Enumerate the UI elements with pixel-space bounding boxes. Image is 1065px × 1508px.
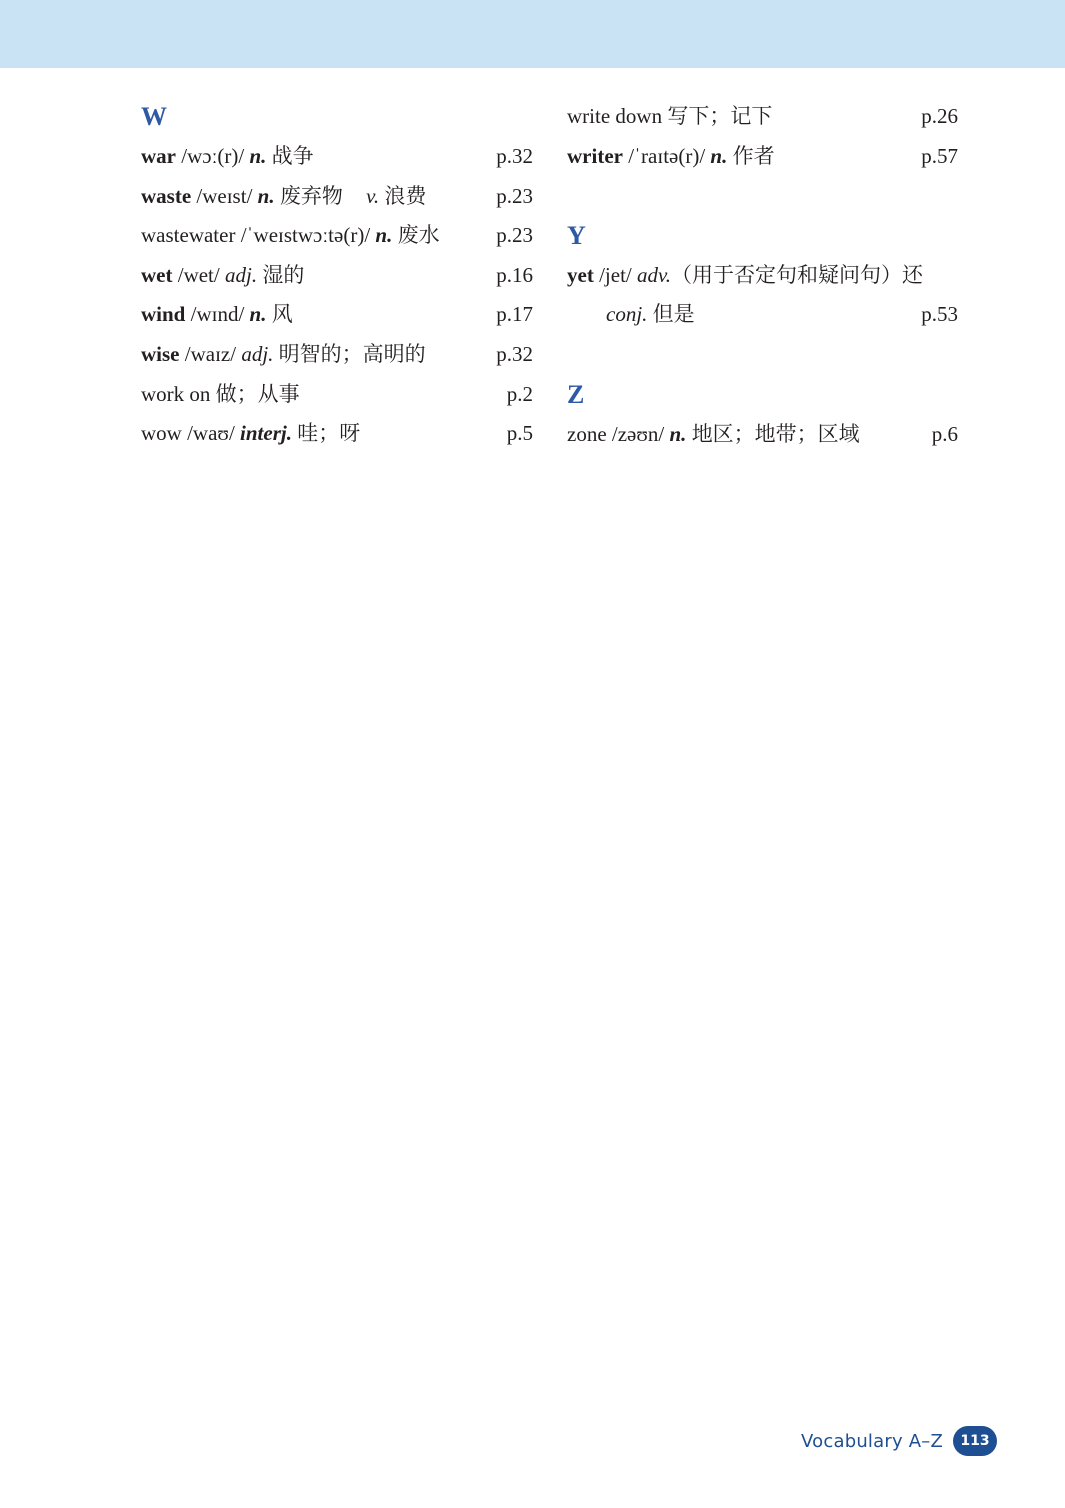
part-of-speech: n. [249, 144, 267, 168]
definition: 战争 [271, 144, 314, 168]
letter-heading-z: Z [567, 379, 585, 409]
definition: 湿的 [262, 262, 305, 287]
definition: 风 [271, 302, 293, 327]
phonetic: /zəʊn/ [611, 421, 665, 446]
part-of-speech: adj. [224, 262, 258, 287]
section-gap [567, 176, 958, 216]
phonetic: /ˈweɪstwɔːtə(r)/ [240, 223, 371, 248]
phonetic: /ˈraɪtə(r)/ [628, 143, 706, 168]
headword: write down [567, 104, 663, 128]
phonetic: /weɪst/ [196, 183, 253, 208]
definition: 但是 [652, 302, 695, 327]
headword: wow [141, 421, 182, 446]
page-ref: p.53 [921, 302, 958, 327]
headword: war [141, 144, 176, 168]
page-footer [801, 1426, 997, 1456]
vocab-entry-war [141, 137, 533, 177]
page-ref: p.2 [506, 381, 533, 406]
vocab-entry-wind [141, 295, 533, 335]
vocab-entry-yet [567, 256, 958, 296]
vocab-column-right [567, 97, 958, 454]
page-ref: p.17 [496, 302, 533, 327]
vocab-entry-zone [567, 415, 958, 455]
section-gap [567, 335, 958, 375]
phonetic: /jet/ [599, 262, 632, 287]
page-ref: p.57 [921, 143, 958, 168]
vocab-entry-yet-conj [567, 295, 958, 335]
vocab-entry-wastewater [141, 216, 533, 256]
part-of-speech: adv. [637, 262, 672, 287]
vocab-entry-wet [141, 256, 533, 296]
headword: waste [141, 183, 192, 208]
definition: 哇；呀 [297, 421, 361, 446]
header-band [0, 0, 1065, 68]
vocab-entry-wise [141, 335, 533, 375]
part-of-speech: n. [375, 223, 393, 248]
section-title: Vocabulary A–Z [801, 1430, 943, 1452]
page-ref: p.5 [506, 421, 533, 446]
page-ref: p.32 [496, 341, 533, 366]
part-of-speech: conj. [606, 302, 648, 327]
definition: 做；从事 [215, 381, 300, 406]
part-of-speech: n. [257, 183, 275, 208]
part-of-speech: interj. [240, 421, 292, 446]
vocab-column-left [141, 97, 533, 454]
headword: yet [567, 262, 594, 287]
vocab-entry-writer [567, 137, 958, 177]
definition: 写下；记下 [667, 104, 773, 128]
part-of-speech: adj. [241, 341, 274, 366]
phonetic: /waʊ/ [187, 421, 235, 446]
definition: 作者 [732, 143, 775, 168]
headword: wind [141, 302, 186, 327]
definition: 明智的；高明的 [278, 341, 426, 366]
definition: 废水 [397, 223, 440, 248]
headword: zone [567, 421, 607, 446]
letter-heading-y: Y [567, 220, 586, 250]
headword: wise [141, 341, 180, 366]
phonetic: /wɔː(r)/ [181, 144, 245, 168]
headword: writer [567, 143, 623, 168]
part-of-speech: n. [669, 421, 687, 446]
definition: 废弃物 [279, 183, 343, 208]
definition-2: 浪费 [384, 183, 427, 208]
vocab-entry-wow [141, 414, 533, 454]
part-of-speech: n. [710, 143, 728, 168]
part-of-speech: n. [249, 302, 267, 327]
headword: wet [141, 262, 173, 287]
definition: （用于否定句和疑问句）还 [671, 262, 924, 287]
part-of-speech-2: v. [366, 183, 380, 208]
page-ref: p.32 [496, 144, 533, 168]
page-ref: p.23 [496, 223, 533, 248]
page-ref: p.23 [496, 183, 533, 208]
phonetic: /waɪz/ [184, 341, 237, 366]
vocab-entry-waste [141, 177, 533, 217]
phonetic: /wet/ [177, 262, 220, 287]
headword: wastewater [141, 223, 236, 248]
vocab-entry-work-on [141, 375, 533, 415]
headword: work on [141, 381, 211, 406]
phonetic: /wɪnd/ [190, 302, 245, 327]
vocab-entry-write-down [567, 97, 958, 137]
definition: 地区；地带；区域 [691, 421, 860, 446]
page-ref: p.6 [931, 421, 958, 446]
page-ref: p.16 [496, 262, 533, 287]
page-number-badge: 113 [953, 1426, 997, 1456]
page-ref: p.26 [921, 104, 958, 128]
letter-heading-w: W [141, 102, 167, 131]
